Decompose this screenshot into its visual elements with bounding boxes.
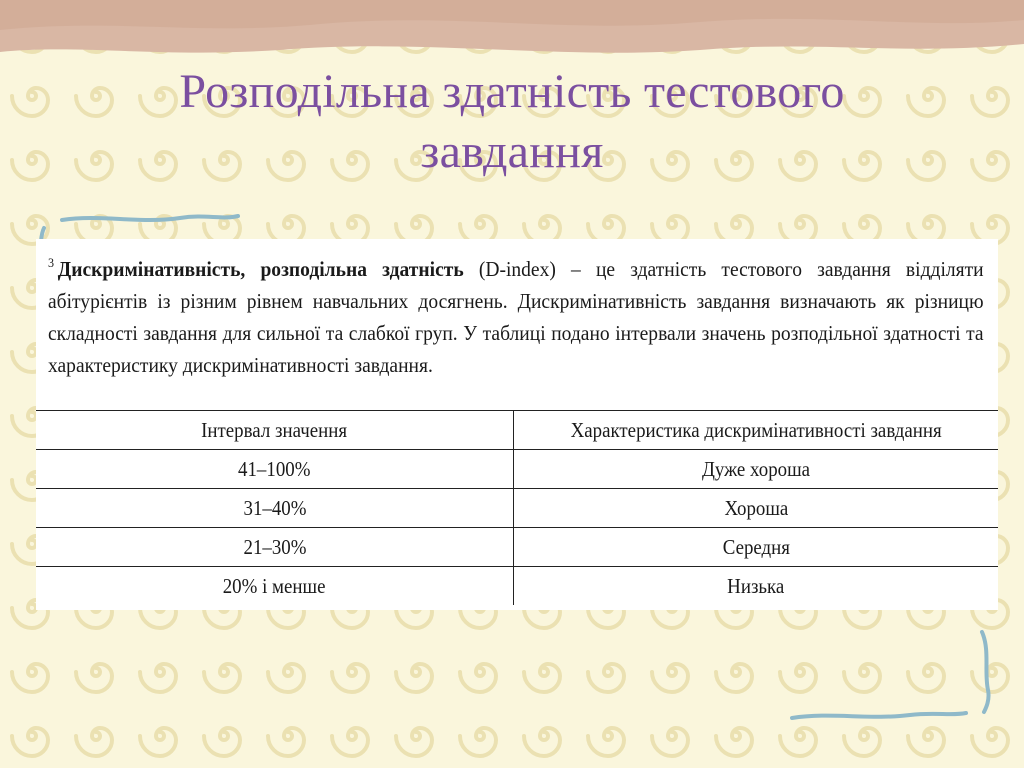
title-line-1: Розподільна здатність тестового [179,65,845,118]
characteristic-cell: Низька [514,567,999,606]
footnote-marker: 3 [48,255,55,270]
header-interval: Інтервал значення [36,411,514,450]
header-characteristic: Характеристика дискримінативності завдання [514,411,999,450]
table-header-row [36,411,998,450]
definition-paragraph [48,247,984,381]
slide-title [0,62,1024,182]
interval-cell: 31–40% [36,489,514,528]
table-row [36,528,998,567]
interval-cell: 41–100% [36,450,514,489]
content-image [36,239,998,610]
definition-term: Дискримінативність, розподільна здатність [57,257,464,281]
characteristic-cell: Середня [514,528,999,567]
characteristic-cell: Дуже хороша [514,450,999,489]
title-line-2: завдання [420,125,604,178]
interval-cell: 21–30% [36,528,514,567]
definition-text: (D-index) – це здатність тестового завдання відділяти абітурієнтів із різним рівнем навчальних досягнень. Дискримінативність завдання визначають як різницю складності завдання для сильної та слабкої груп. У таблиці подано інтервали значень розподільної здатності та характеристику дискримінативності завдання. [48,257,984,377]
characteristic-cell: Хороша [514,489,999,528]
interval-cell: 20% і менше [36,567,514,606]
table-row [36,489,998,528]
discrimination-table [36,410,998,605]
table-row [36,450,998,489]
table-row [36,567,998,606]
